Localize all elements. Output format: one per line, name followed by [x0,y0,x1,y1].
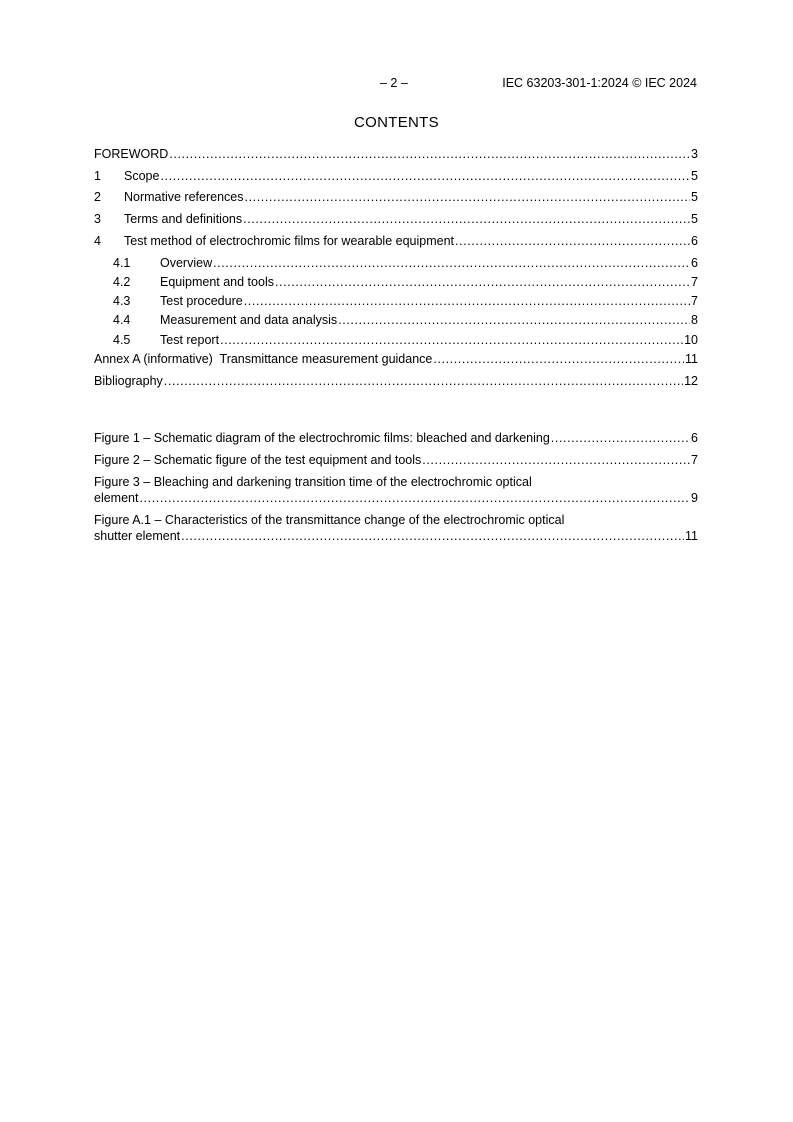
toc-entry-page: 5 [691,190,698,204]
figure-entry-a1[interactable] [94,512,698,544]
toc-entry-normative-references[interactable] [94,189,698,205]
page-number: – 2 – [380,76,408,90]
toc-entry-label: Equipment and tools [160,275,274,289]
dot-leader [455,233,690,249]
toc-entry-label: Overview [160,256,213,270]
figure-entry-label: Figure 2 – Schematic figure of the test equipment and tools [94,453,422,467]
toc-entry-annex-a[interactable] [94,351,698,367]
toc-entry-number: 3 [94,212,101,226]
toc-entry-equipment-and-tools[interactable] [94,274,698,290]
toc-entry-page: 6 [691,256,698,270]
figure-entry-3[interactable] [94,474,698,506]
figure-entry-line2 [94,490,698,506]
toc-entry-number: 1 [94,169,101,183]
dot-leader [244,293,690,309]
document-reference: IEC 63203-301-1:2024 © IEC 2024 [502,76,697,90]
dot-leader [213,255,690,271]
figure-entry-label: Figure 1 – Schematic diagram of the electrochromic films: bleached and darkening [94,431,550,445]
toc-entry-page: 5 [691,169,698,183]
dot-leader [243,211,690,227]
toc-entry-number: 4 [94,234,101,248]
figure-entry-page: 6 [691,431,698,445]
toc-entry-test-procedure[interactable] [94,293,698,309]
dot-leader [433,351,684,367]
toc-entry-foreword[interactable] [94,146,698,162]
toc-entry-page: 7 [691,275,698,289]
toc-entry-scope[interactable] [94,168,698,184]
figure-entry-label-line2: element [94,491,139,505]
figure-entry-label-line1: Figure 3 – Bleaching and darkening transition time of the electrochromic optical [94,475,532,489]
dot-leader [220,332,683,348]
dot-leader [181,528,684,544]
figure-entry-page: 11 [685,529,698,543]
toc-entry-label: Scope [124,169,160,183]
toc-entry-label: Terms and definitions [124,212,243,226]
toc-entry-page: 5 [691,212,698,226]
figure-entry-1[interactable] [94,430,698,446]
dot-leader [422,452,690,468]
toc-entry-terms-and-definitions[interactable] [94,211,698,227]
toc-entry-bibliography[interactable] [94,373,698,389]
dot-leader [139,490,690,506]
toc-entry-test-method[interactable] [94,233,698,249]
toc-entry-label: FOREWORD [94,147,169,161]
page-header [0,76,793,92]
figure-entry-label-line1: Figure A.1 – Characteristics of the transmittance change of the electrochromic optical [94,513,565,527]
dot-leader [245,189,691,205]
toc-entry-label: Annex A (informative) Transmittance measurement guidance [94,352,433,366]
figure-entry-2[interactable] [94,452,698,468]
figure-entry-label-line2: shutter element [94,529,181,543]
dot-leader [551,430,690,446]
toc-entry-label: Measurement and data analysis [160,313,338,327]
toc-entry-label: Test method of electrochromic films for wearable equipment [124,234,455,248]
toc-entry-number: 4.3 [113,294,131,308]
dot-leader [275,274,690,290]
toc-entry-label: Test report [160,333,220,347]
dot-leader [169,146,690,162]
toc-entry-page: 7 [691,294,698,308]
toc-entry-page: 6 [691,234,698,248]
toc-entry-number: 2 [94,190,101,204]
toc-entry-page: 12 [684,374,698,388]
toc-entry-number: 4.5 [113,333,131,347]
figure-entry-line2 [94,528,698,544]
toc-entry-label: Bibliography [94,374,163,388]
toc-entry-page: 11 [685,352,698,366]
toc-entry-label: Test procedure [160,294,243,308]
toc-entry-page: 10 [684,333,698,347]
contents-title: CONTENTS [354,114,439,131]
toc-entry-number: 4.4 [113,313,131,327]
toc-entry-page: 8 [691,313,698,327]
figure-entry-page: 9 [691,491,698,505]
dot-leader [164,373,683,389]
toc-entry-page: 3 [691,147,698,161]
toc-entry-number: 4.2 [113,275,131,289]
dot-leader [160,168,690,184]
toc-entry-label: Normative references [124,190,244,204]
figure-entry-page: 7 [691,453,698,467]
toc-entry-overview[interactable] [94,255,698,271]
toc-entry-number: 4.1 [113,256,131,270]
toc-entry-test-report[interactable] [94,332,698,348]
dot-leader [338,312,690,328]
toc-entry-measurement-and-data-analysis[interactable] [94,312,698,328]
